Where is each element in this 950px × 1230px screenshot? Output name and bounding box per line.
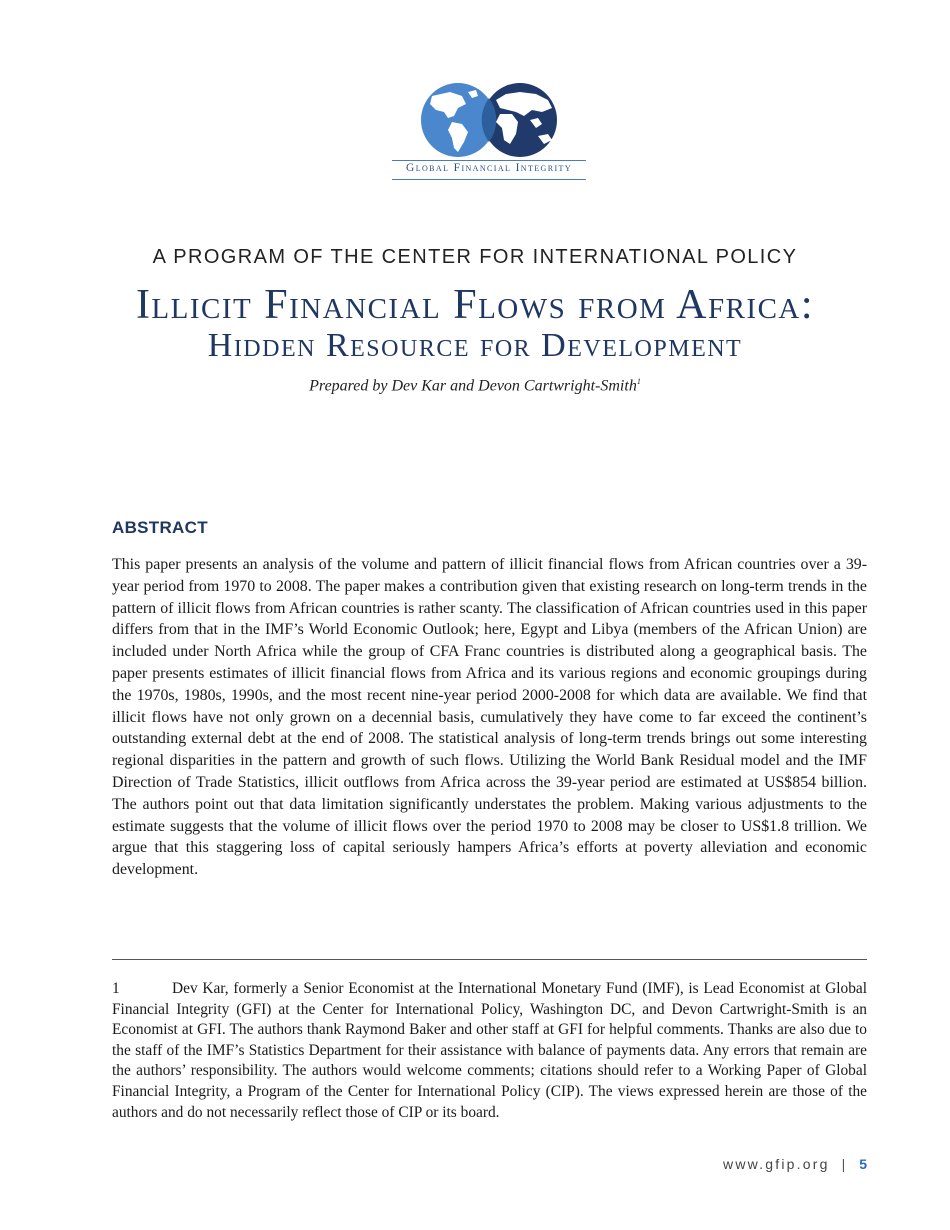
logo-bottom-rule [392, 179, 586, 180]
byline [0, 377, 950, 395]
logo-org-name: Global Financial Integrity [406, 162, 572, 174]
footnote [112, 979, 867, 1123]
byline-footnote-marker[interactable]: 1 [636, 377, 641, 386]
logo-top-rule [392, 160, 586, 161]
paper-title: Illicit Financial Flows from Africa: [135, 282, 815, 328]
byline-text: Prepared by Dev Kar and Devon Cartwright-Smith [309, 377, 637, 395]
footnote-number: 1 [112, 980, 120, 997]
program-line: A PROGRAM OF THE CENTER FOR INTERNATIONAL POLICY [152, 246, 798, 268]
abstract-body: This paper presents an analysis of the volume and pattern of illicit financial flows from African countries over a 39-year period from 1970 to 2008. The paper makes a contribution given that existing research on long-term trends in the pattern of illicit flows from African countries is rather scanty. The classification of African countries used in this paper differs from that in the IMF’s World Economic Outlook; here, Egypt and Libya (members of the African Union) are included under North Africa while the group of CFA Franc countries is distributed along a geographical basis. The paper presents estimates of illicit financial flows from Africa and its various regions and economic groupings during the 1970s, 1980s, 1990s, and the most recent nine-year period 2000-2008 for which data are available. We find that illicit flows have not only grown on a decennial basis, cumulatively they have come to far exceed the continent’s outstanding external debt at the end of 2008. The statistical analysis of long-term trends brings out some interesting regional disparities in the pattern and growth of such flows. Utilizing the World Bank Residual model and the IMF Direction of Trade Statistics, illicit outflows from Africa across the 39-year period are estimated at US$854 billion. The authors point out that data limitation significantly understates the problem. Making various adjustments to the estimate suggests that the volume of illicit flows over the period 1970 to 2008 may be closer to US$1.8 trillion. We argue that this staggering loss of capital seriously hampers Africa’s efforts at poverty alleviation and economic development. [112, 556, 867, 879]
globe-logo-icon [392, 82, 586, 162]
page-number: 5 [859, 1156, 867, 1172]
footer-separator: | [841, 1156, 846, 1172]
abstract-heading: ABSTRACT [112, 518, 208, 537]
gfi-logo [392, 82, 586, 182]
footnote-divider [112, 959, 867, 960]
footnote-text: Dev Kar, formerly a Senior Economist at the International Monetary Fund (IMF), is Lead Economist at Global Financial Integrity (GFI) at the Center for International Policy, Washington DC, and Devon Cartwright-Smith is an Economist at GFI. The authors thank Raymond Baker and other staff at GFI for helpful comments. Thanks are also due to the staff of the IMF’s Statistics Department for their assistance with balance of payments data. Any errors that remain are the authors’ responsibility. The authors would welcome comments; citations should refer to a Working Paper of Global Financial Integrity, a Program of the Center for International Policy (CIP). The views expressed herein are those of the authors and do not necessarily reflect those of CIP or its board. [112, 980, 867, 1121]
footer-url-link[interactable]: www.gfip.org [723, 1156, 830, 1172]
page-footer [723, 1156, 867, 1172]
paper-subtitle: Hidden Resource for Development [207, 327, 743, 364]
